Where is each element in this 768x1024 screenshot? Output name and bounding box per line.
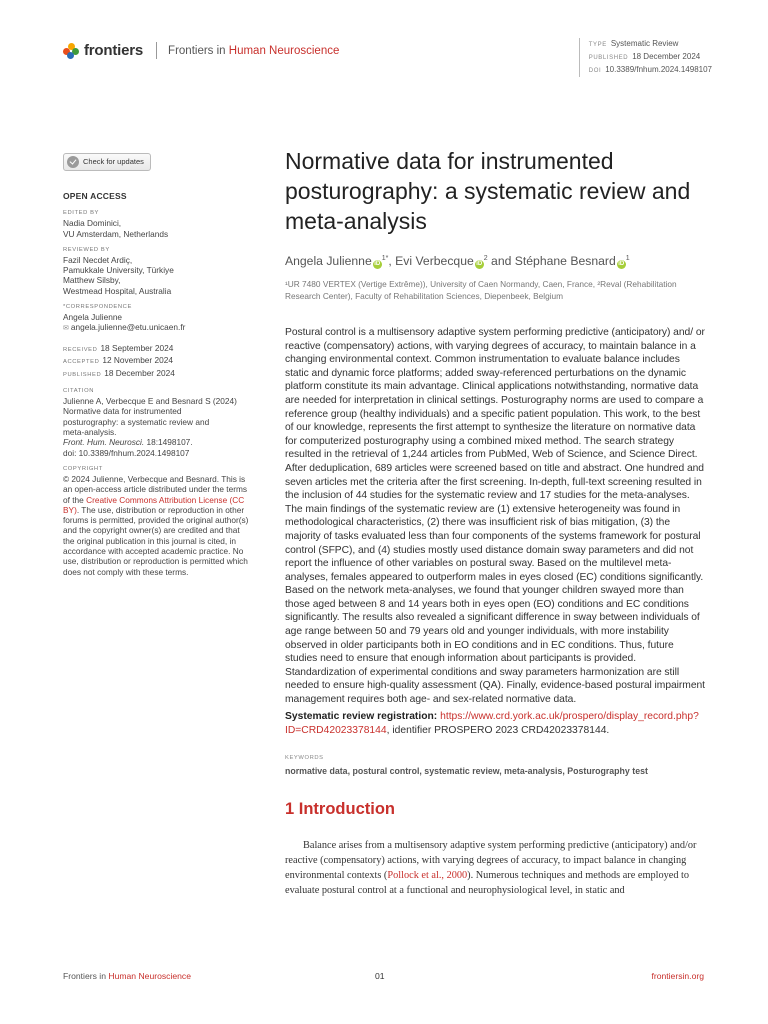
editor-affiliation: VU Amsterdam, Netherlands bbox=[63, 228, 169, 239]
reviewer-affiliation: Westmead Hospital, Australia bbox=[63, 285, 172, 296]
copyright-heading: COPYRIGHT bbox=[63, 465, 103, 472]
check-updates-label: Check for updates bbox=[83, 156, 144, 166]
registration bbox=[285, 710, 705, 738]
mail-icon: ✉ bbox=[63, 325, 69, 333]
intro-paragraph bbox=[285, 838, 705, 899]
author-separator: and bbox=[487, 254, 515, 268]
citation-heading: CITATION bbox=[63, 388, 94, 395]
author-affil-marker: 1 bbox=[625, 254, 630, 262]
type-key: TYPE bbox=[588, 42, 607, 48]
registration-id: , identifier PROSPERO 2023 CRD42023378144. bbox=[386, 724, 610, 736]
journal-title bbox=[168, 45, 339, 57]
registration-link[interactable]: https://www.crd.york.ac.uk/prospero/display_record.php?ID=CRD42023378144 bbox=[285, 710, 699, 736]
citation-line: posturography: a systematic review and bbox=[63, 416, 210, 427]
article-title: Normative data for instrumented posturography: a systematic review and meta-analysis bbox=[285, 148, 691, 234]
published-key: PUBLISHED bbox=[588, 55, 629, 61]
divider bbox=[156, 42, 157, 59]
copyright-text bbox=[63, 474, 253, 577]
citation-journal: Front. Hum. Neurosci. bbox=[63, 437, 145, 448]
intro-heading: 1 Introduction bbox=[285, 799, 395, 818]
received-value: 18 September 2024 bbox=[100, 342, 174, 353]
published-value: 18 December 2024 bbox=[632, 52, 701, 61]
received-key: RECEIVED bbox=[63, 346, 98, 353]
author-separator: , bbox=[388, 254, 396, 268]
citation-line: meta-analysis. bbox=[63, 427, 117, 438]
accepted-key: ACCEPTED bbox=[63, 359, 100, 366]
journal-prefix: Frontiers in bbox=[168, 44, 226, 57]
doi-key: DOI bbox=[588, 68, 602, 74]
intro-text: ). Numerous techniques and methods are employed to evaluate postural control at a functional and neurophysiological level, in static and bbox=[285, 870, 690, 897]
reviewer-name: Matthew Silsby, bbox=[63, 275, 121, 286]
article-dates bbox=[63, 343, 253, 381]
sidebar bbox=[63, 153, 253, 577]
footer-journal-prefix: Frontiers in bbox=[63, 971, 106, 981]
copyright-pre: © 2024 Julienne, Verbecque and Besnard. This is an open-access article distributed under the terms of the bbox=[63, 473, 248, 505]
author-affil-marker: 1* bbox=[381, 254, 389, 262]
orcid-icon[interactable]: iD bbox=[618, 261, 625, 267]
orcid-icon[interactable]: iD bbox=[476, 261, 483, 267]
footer-journal-name: Human Neuroscience bbox=[108, 971, 192, 981]
footer-site-link[interactable]: frontiersin.org bbox=[651, 971, 704, 981]
reviewer-name: Fazil Necdet Ardiç, bbox=[63, 254, 133, 265]
doi-value[interactable]: 10.3389/fnhum.2024.1498107 bbox=[605, 65, 712, 74]
citation-line: Normative data for instrumented bbox=[63, 406, 182, 417]
affiliations: ¹UR 7480 VERTEX (Vertige Extrême)), University of Caen Normandy, Caen, France, ²Reval (Rehabilitation Research Center), Faculty of Rehabilitation Sciences, Diepenbeek, Belgium bbox=[285, 279, 677, 301]
intro-text: Balance arises from a multisensory adaptive system performing predictive (anticipatory) and/or reactive (compensatory) actions, with varying degrees of accuracy, to impact balance in changing environmental contexts ( bbox=[285, 839, 697, 882]
correspondence-email-row bbox=[63, 322, 253, 334]
citation-line: Julienne A, Verbecque E and Besnard S (2024) bbox=[63, 396, 237, 407]
journal-name: Human Neuroscience bbox=[228, 44, 340, 57]
edited-by-heading: EDITED BY bbox=[63, 210, 100, 217]
keywords: normative data, postural control, systematic review, meta-analysis, Posturography test bbox=[285, 765, 648, 776]
page-header bbox=[63, 38, 712, 78]
article-meta bbox=[579, 38, 712, 77]
copyright-post: . The use, distribution or reproduction in other forums is permitted, provided the original author(s) and the copyright owner(s) are credited and that the original publication in this journal is cited, in accordance with accepted academic practice. No use, distribution or reproduction is permitted which does not comply with these terms. bbox=[63, 504, 249, 577]
registration-label: Systematic review registration: bbox=[285, 710, 438, 722]
published-key: PUBLISHED bbox=[63, 371, 102, 378]
check-updates-button[interactable] bbox=[63, 153, 151, 171]
frontiers-logo-icon bbox=[63, 43, 79, 59]
citation-journal-line bbox=[63, 437, 253, 447]
page-footer bbox=[63, 971, 704, 981]
correspondence-name: Angela Julienne bbox=[63, 312, 123, 323]
author-name[interactable]: Evi Verbecque bbox=[395, 254, 474, 268]
brand-name: frontiers bbox=[84, 42, 144, 59]
author-affil-marker: 2 bbox=[483, 254, 488, 262]
frontiers-logo[interactable] bbox=[63, 42, 339, 59]
open-access-label: OPEN ACCESS bbox=[63, 191, 127, 201]
reviewer-affiliation: Pamukkale University, Türkiye bbox=[63, 265, 174, 276]
correspondence-heading: *CORRESPONDENCE bbox=[63, 304, 132, 311]
published-value: 18 December 2024 bbox=[104, 367, 175, 378]
license-link[interactable]: Creative Commons Attribution License (CC BY) bbox=[63, 494, 245, 515]
orcid-icon[interactable]: iD bbox=[374, 261, 381, 267]
correspondence-email[interactable]: angela.julienne@etu.unicaen.fr bbox=[70, 322, 186, 333]
article-main bbox=[285, 146, 705, 898]
keywords-heading: KEYWORDS bbox=[285, 754, 324, 761]
reviewed-by-heading: REVIEWED BY bbox=[63, 246, 110, 253]
footer-journal[interactable] bbox=[63, 971, 191, 981]
abstract: Postural control is a multisensory adaptive system performing predictive (anticipatory) and/ or reactive (compensatory) actions, with varying degrees of accuracy, to maintain balance in a changing environmental context. Common instrumentation to evaluate balance includes static and dynamic force platforms; added sway-referenced perturbations on the dynamic platform constitute its main advantage. Clinical applications notwithstanding, normative data are needed for interpretation in clinical settings. Posturography norms are used to compare a reference group (healthy individuals) and a specific patient population. This work, to the best of our knowledge, represents the first attempt to synthesize the literature on normative data for computerized posturography using a combined mixed method. The search strategy resulted in the retrieval of 1,244 articles from PubMed, Web of Science, and Science Direct. After deduplication, 689 articles were screened based on title and abstract. One hundred and seven articles met the criteria after the first screening. In-depth, full-text screening resulted in the inclusion of 44 studies for the systematic review and 17 studies for the meta-analyses. The main findings of the systematic review are (1) extensive heterogeneity was found in methodological characteristics, (2) there was insufficient risk of bias mitigation, (3) the majority of tasks evaluated less than four components of the systems framework for postural control (SFPC), and (4) studies mostly used distance domain sway parameters and did not report the influence of other variables on postural sway. Based on the multilevel meta-analyses, females appeared to outperform males in eyes closed (EC) conditions significantly. Based on the network meta-analyses, we found that younger children swayed more than those aged between 8 and 14 years both in eyes open (EO) conditions and EC conditions significantly. The results also revealed a significant difference in sway between individuals of age range between 50 and 79 years old and younger individuals, with more instability observed in older participants both in EO conditions and in EC conditions. Thus, future studies need to ensure that enough information about participants is provided. Standardization of experimental conditions and sway parameters harmonization are still needed to ensure high-quality assessment (QA). Finally, evidence-based postural impairment management requires both age- and sex-related normative data. bbox=[285, 327, 705, 706]
author-name[interactable]: Stéphane Besnard bbox=[514, 254, 616, 268]
type-value: Systematic Review bbox=[610, 39, 679, 48]
page-number: 01 bbox=[375, 971, 385, 981]
editor-name: Nadia Dominici, bbox=[63, 218, 122, 229]
author-list bbox=[285, 253, 705, 269]
citation-doi[interactable]: doi: 10.3389/fnhum.2024.1498107 bbox=[63, 447, 190, 458]
author-name[interactable]: Angela Julienne bbox=[285, 254, 372, 268]
citation-link[interactable]: Pollock et al., 2000 bbox=[387, 870, 468, 882]
citation-volume: 18:1498107. bbox=[144, 437, 193, 448]
check-icon bbox=[67, 156, 79, 168]
accepted-value: 12 November 2024 bbox=[102, 355, 173, 366]
